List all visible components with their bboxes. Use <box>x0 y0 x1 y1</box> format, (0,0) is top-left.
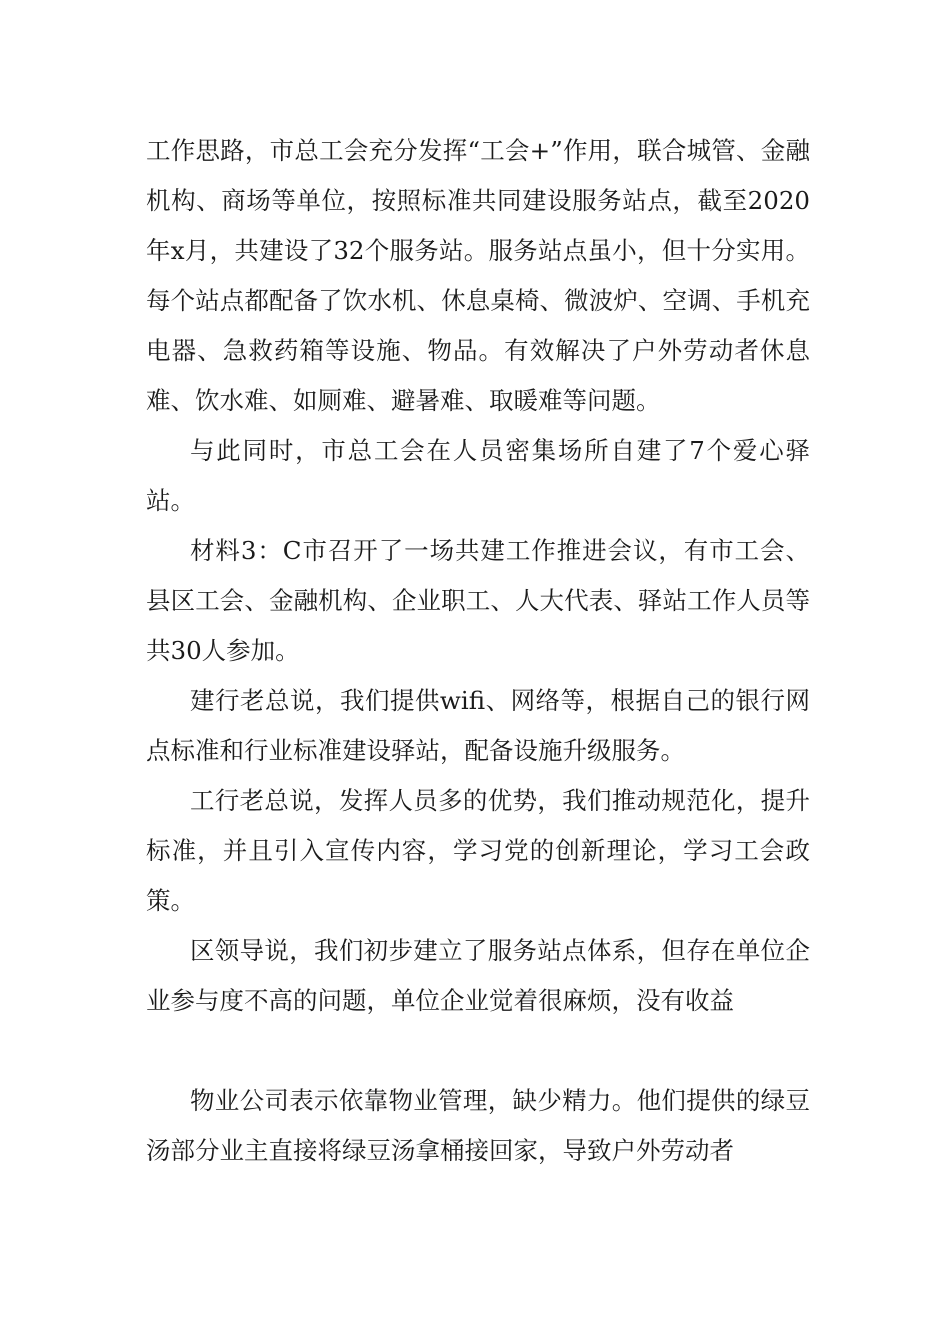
paragraph-property-company-statement: 物业公司表示依靠物业管理，缺少精力。他们提供的绿豆汤部分业主直接将绿豆汤拿桶接回家，导致户外劳动者 <box>146 1086 810 1165</box>
paragraph-material-3: 材料3：C市召开了一场共建工作推进会议，有市工会、县区工会、金融机构、企业职工、人大代表、驿站工作人员等共30人参加。 <box>146 536 810 665</box>
paragraph-district-leader-statement: 区领导说，我们初步建立了服务站点体系，但存在单位企业参与度不高的问题，单位企业觉着很麻烦，没有收益 <box>146 936 810 1015</box>
paragraph-ccb-statement: 建行老总说，我们提供wifi、网络等，根据自己的银行网点标准和行业标准建设驿站，配备设施升级服务。 <box>146 686 810 765</box>
paragraph-icbc-statement: 工行老总说，发挥人员多的优势，我们推动规范化，提升标准，并且引入宣传内容，学习党的创新理论，学习工会政策。 <box>146 786 810 915</box>
document-body <box>146 126 810 1176</box>
paragraph-love-stations: 与此同时，市总工会在人员密集场所自建了7个爱心驿站。 <box>146 436 810 515</box>
paragraph-gap <box>146 1026 810 1076</box>
paragraph-service-stations: 工作思路，市总工会充分发挥“工会+”作用，联合城管、金融机构、商场等单位，按照标准共同建设服务站点，截至2020年x月，共建设了32个服务站。服务站点虽小，但十分实用。每个站点都配备了饮水机、休息桌椅、微波炉、空调、手机充电器、急救药箱等设施、物品。有效解决了户外劳动者休息难、饮水难、如厕难、避暑难、取暖难等问题。 <box>146 136 810 415</box>
